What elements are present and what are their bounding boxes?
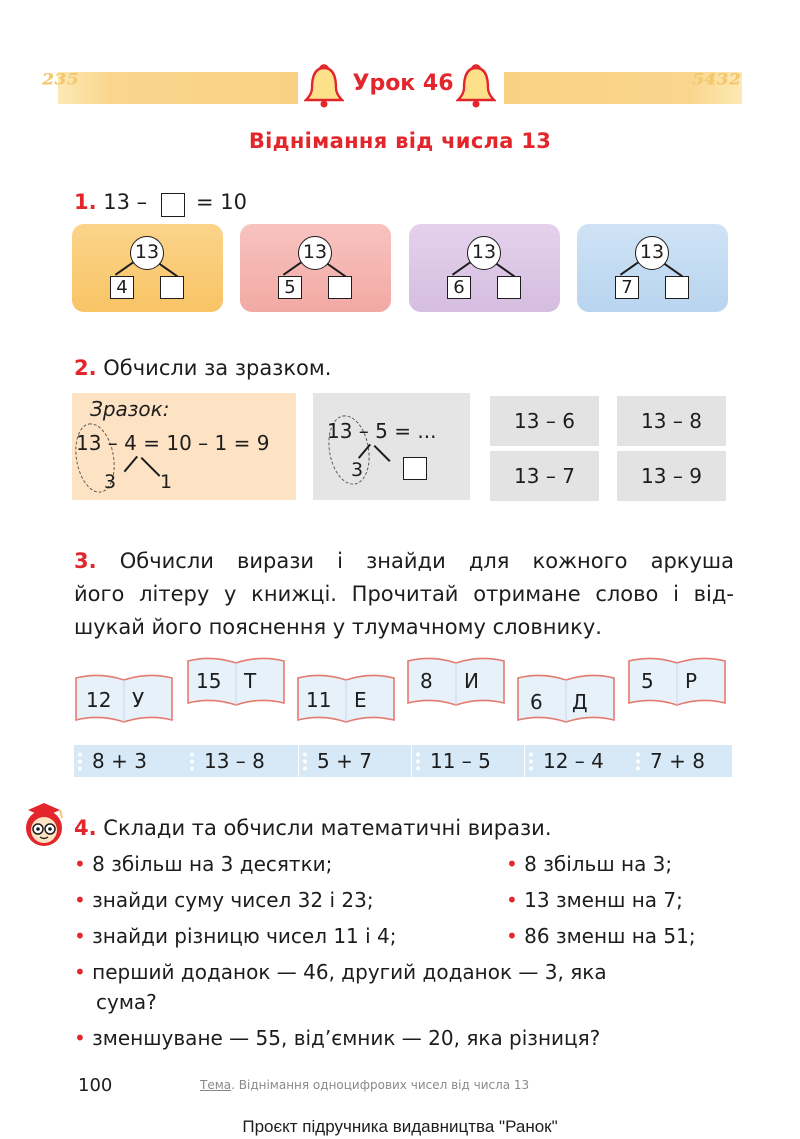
task2-heading — [74, 356, 331, 380]
book-letter: У — [132, 688, 145, 712]
book-letter: Т — [244, 669, 257, 693]
book-card — [186, 655, 286, 709]
split-line — [452, 262, 471, 276]
dotted-edge — [190, 751, 194, 771]
project-note: Проєкт підручника видавництва "Ранок" — [242, 1117, 558, 1136]
book-letter: И — [464, 669, 479, 693]
split-line — [115, 262, 134, 276]
bullet-icon: • — [74, 960, 86, 984]
bullet-icon: • — [506, 888, 518, 912]
expression-strip: 8 + 3 — [74, 745, 186, 777]
answer-box[interactable] — [665, 276, 689, 299]
whole-number-circle: 13 — [635, 236, 669, 270]
sample-part: 1 — [160, 471, 173, 493]
equation-right: = 10 — [196, 190, 247, 214]
whole-number-circle: 13 — [298, 236, 332, 270]
task4-item: • перший доданок — 46, другий доданок — 3, яка — [74, 960, 607, 984]
book-number: 12 — [86, 688, 112, 712]
bullet-icon: • — [74, 888, 86, 912]
bullet-icon: • — [506, 924, 518, 948]
task-number: 1. — [74, 190, 97, 214]
book-card — [296, 672, 396, 726]
split-line — [374, 445, 391, 462]
split-line — [283, 262, 302, 276]
bullet-icon: • — [506, 852, 518, 876]
expression-strip: 11 – 5 — [412, 745, 524, 777]
book-letter: Д — [572, 690, 588, 714]
dotted-edge — [78, 751, 82, 771]
book-number: 5 — [641, 669, 654, 693]
task4-item: • 8 збільш на 3; — [506, 852, 673, 876]
book-number: 11 — [306, 688, 332, 712]
task4-item: • 8 збільш на 3 десятки; — [74, 852, 333, 876]
dotted-edge — [636, 751, 640, 771]
task4-item: • зменшуване — 55, від’ємник — 20, яка різниця? — [74, 1026, 601, 1050]
book-card — [406, 655, 506, 709]
footer-theme: Тема. Віднімання одноцифрових чисел від числа 13 — [200, 1078, 530, 1092]
part-box: 5 — [278, 276, 302, 299]
numbers-decoration-right: ⁵⁴³² — [692, 68, 742, 101]
expression-pill: 13 – 8 — [617, 396, 726, 446]
expression-strip: 12 – 4 — [525, 745, 637, 777]
sample-part: 3 — [104, 471, 117, 493]
dotted-edge — [303, 751, 307, 771]
part-box: 6 — [447, 276, 471, 299]
expression-pill: 13 – 6 — [490, 396, 599, 446]
split-line — [620, 262, 639, 276]
book-card — [516, 672, 616, 726]
sample-label: Зразок: — [90, 397, 170, 421]
book-letter: Р — [685, 669, 698, 693]
task1-line — [74, 190, 147, 214]
bullet-icon: • — [74, 924, 86, 948]
task4-item: • 86 зменш на 51; — [506, 924, 696, 948]
split-line — [124, 456, 138, 472]
book-card — [74, 672, 174, 726]
exercise-part: 3 — [351, 459, 364, 481]
number-split-card — [72, 224, 223, 312]
bullet-icon: • — [74, 852, 86, 876]
lesson-title: Урок 46 — [352, 71, 454, 96]
equation-left: 13 – — [103, 190, 148, 214]
number-split-card — [577, 224, 728, 312]
expression-strip: 13 – 8 — [186, 745, 298, 777]
expression-pill: 13 – 7 — [490, 451, 599, 501]
task-text: Склади та обчисли математичні вирази. — [103, 816, 552, 840]
task-number: 4. — [74, 816, 97, 840]
bell-icon — [304, 64, 344, 112]
task-text: Обчисли за зразком. — [103, 356, 332, 380]
dotted-edge — [416, 751, 420, 771]
book-number: 8 — [420, 669, 433, 693]
split-line — [496, 263, 515, 277]
task4-heading — [74, 816, 552, 840]
whole-number-circle: 13 — [467, 236, 501, 270]
split-line — [664, 263, 683, 277]
page-title: Віднімання від числа 13 — [248, 129, 552, 153]
answer-box[interactable] — [403, 457, 427, 480]
number-split-card — [240, 224, 391, 312]
answer-box[interactable] — [497, 276, 521, 299]
split-line — [141, 457, 160, 476]
answer-box[interactable] — [328, 276, 352, 299]
book-number: 6 — [530, 690, 543, 714]
dotted-edge — [529, 751, 533, 771]
book-number: 15 — [196, 669, 222, 693]
owl-teacher-icon — [18, 800, 70, 852]
task4-item-continued: сума? — [96, 990, 157, 1014]
numbers-decoration-left: ²³⁵ — [42, 68, 79, 101]
expression-strip: 7 + 8 — [632, 745, 732, 777]
bell-icon — [456, 64, 496, 112]
sample-expression: 13 – 4 = 10 – 1 = 9 — [76, 431, 270, 455]
expression-pill: 13 – 9 — [617, 451, 726, 501]
answer-box[interactable] — [160, 276, 184, 299]
answer-box[interactable] — [161, 193, 185, 217]
bullet-icon: • — [74, 1026, 86, 1050]
task4-item: • знайди суму чисел 32 і 23; — [74, 888, 374, 912]
exercise-box — [313, 393, 470, 500]
sample-box — [72, 393, 296, 500]
book-card — [627, 655, 727, 709]
split-line — [327, 263, 346, 277]
book-letter: Е — [354, 688, 367, 712]
exercise-expression: 13 – 5 = ... — [327, 419, 437, 443]
number-split-card — [409, 224, 560, 312]
task4-item: • 13 зменш на 7; — [506, 888, 683, 912]
expression-strip: 5 + 7 — [299, 745, 411, 777]
page-number: 100 — [78, 1075, 113, 1096]
task-number: 3. — [74, 549, 97, 573]
whole-number-circle: 13 — [130, 236, 164, 270]
task3-text: 3. Обчисли вирази і знайди для кожного аркуша його літеру у книжці. Прочитай отримане слово і від- шукай його пояснення у тлумачному словнику. — [74, 549, 734, 639]
part-box: 4 — [110, 276, 134, 299]
task-number: 2. — [74, 356, 97, 380]
split-line — [159, 263, 178, 277]
part-box: 7 — [615, 276, 639, 299]
task4-item: • знайди різницю чисел 11 і 4; — [74, 924, 397, 948]
